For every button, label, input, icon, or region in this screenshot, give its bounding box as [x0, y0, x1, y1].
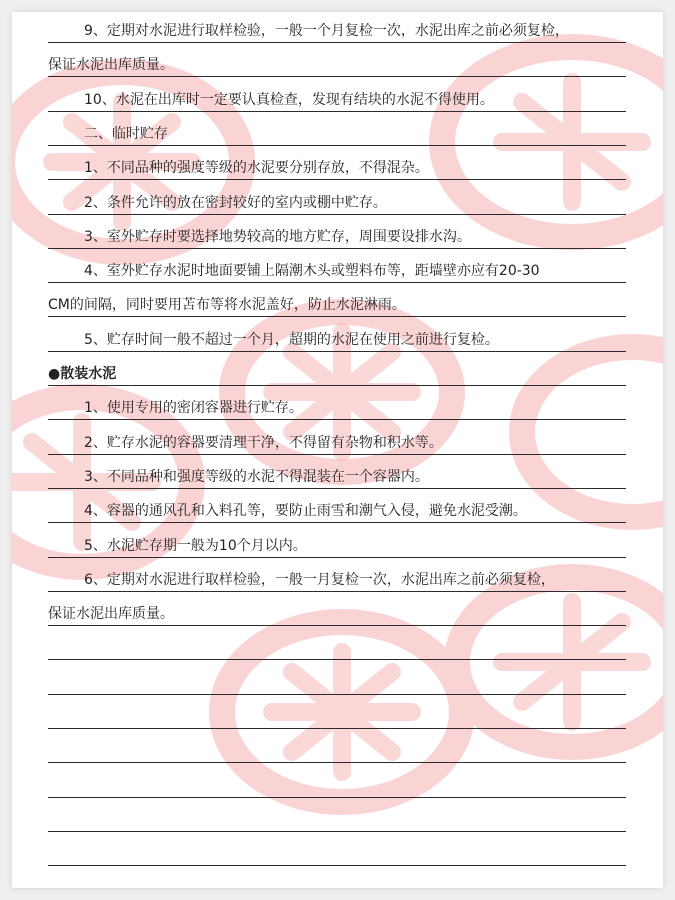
text-line [48, 832, 626, 866]
text-line [48, 78, 626, 112]
text-line [48, 12, 626, 43]
line-text: 4、室外贮存水泥时地面要铺上隔潮木头或塑料布等，距墙壁亦应有20-30 [84, 263, 540, 280]
text-line [48, 455, 626, 489]
text-line [48, 283, 626, 317]
line-text: 5、贮存时间一般不超过一个月，超期的水泥在使用之前进行复检。 [84, 331, 499, 348]
text-line [48, 524, 626, 558]
text-line [48, 729, 626, 763]
line-text: 保证水泥出库质量。 [48, 57, 174, 74]
text-line [48, 215, 626, 249]
text-line [48, 146, 626, 180]
text-line [48, 112, 626, 146]
text-line [48, 764, 626, 798]
section-heading [48, 352, 626, 386]
text-line [48, 695, 626, 729]
text-line [48, 798, 626, 832]
line-text: 2、贮存水泥的容器要清理干净，不得留有杂物和积水等。 [84, 434, 443, 451]
line-text: 5、水泥贮存期一般为10个月以内。 [84, 537, 307, 554]
line-text: 4、容器的通风孔和入料孔等，要防止雨雪和潮气入侵，避免水泥受潮。 [84, 503, 527, 520]
text-line [48, 421, 626, 455]
line-text: 3、不同品种和强度等级的水泥不得混装在一个容器内。 [84, 468, 429, 485]
text-line [48, 626, 626, 660]
line-text: 2、条件允许的放在密封较好的室内或棚中贮存。 [84, 194, 387, 211]
line-text: 1、使用专用的密闭容器进行贮存。 [84, 400, 303, 417]
line-text: 3、室外贮存时要选择地势较高的地方贮存，周围要设排水沟。 [84, 228, 471, 245]
line-text: CM的间隔，同时要用苫布等将水泥盖好，防止水泥淋雨。 [48, 297, 406, 314]
line-text: 1、不同品种的强度等级的水泥要分别存放，不得混杂。 [84, 160, 429, 177]
text-line [48, 489, 626, 523]
text-line [48, 181, 626, 215]
text-line [48, 661, 626, 695]
text-line [48, 249, 626, 283]
notebook-page [12, 12, 663, 888]
text-line [48, 558, 626, 592]
line-text: 二、临时贮存 [84, 125, 168, 142]
text-line [48, 592, 626, 626]
text-line [48, 386, 626, 420]
line-text: ●散装水泥 [48, 366, 117, 382]
line-text: 10、水泥在出库时一定要认真检查，发现有结块的水泥不得使用。 [84, 91, 494, 108]
line-text: 保证水泥出库质量。 [48, 606, 174, 623]
line-text: 9、定期对水泥进行取样检验，一般一个月复检一次，水泥出库之前必须复检， [84, 23, 569, 39]
ruled-lines-container [12, 12, 663, 888]
text-line [48, 318, 626, 352]
text-line [48, 43, 626, 77]
line-text: 6、定期对水泥进行取样检验，一般一月复检一次，水泥出库之前必须复检， [84, 571, 555, 588]
